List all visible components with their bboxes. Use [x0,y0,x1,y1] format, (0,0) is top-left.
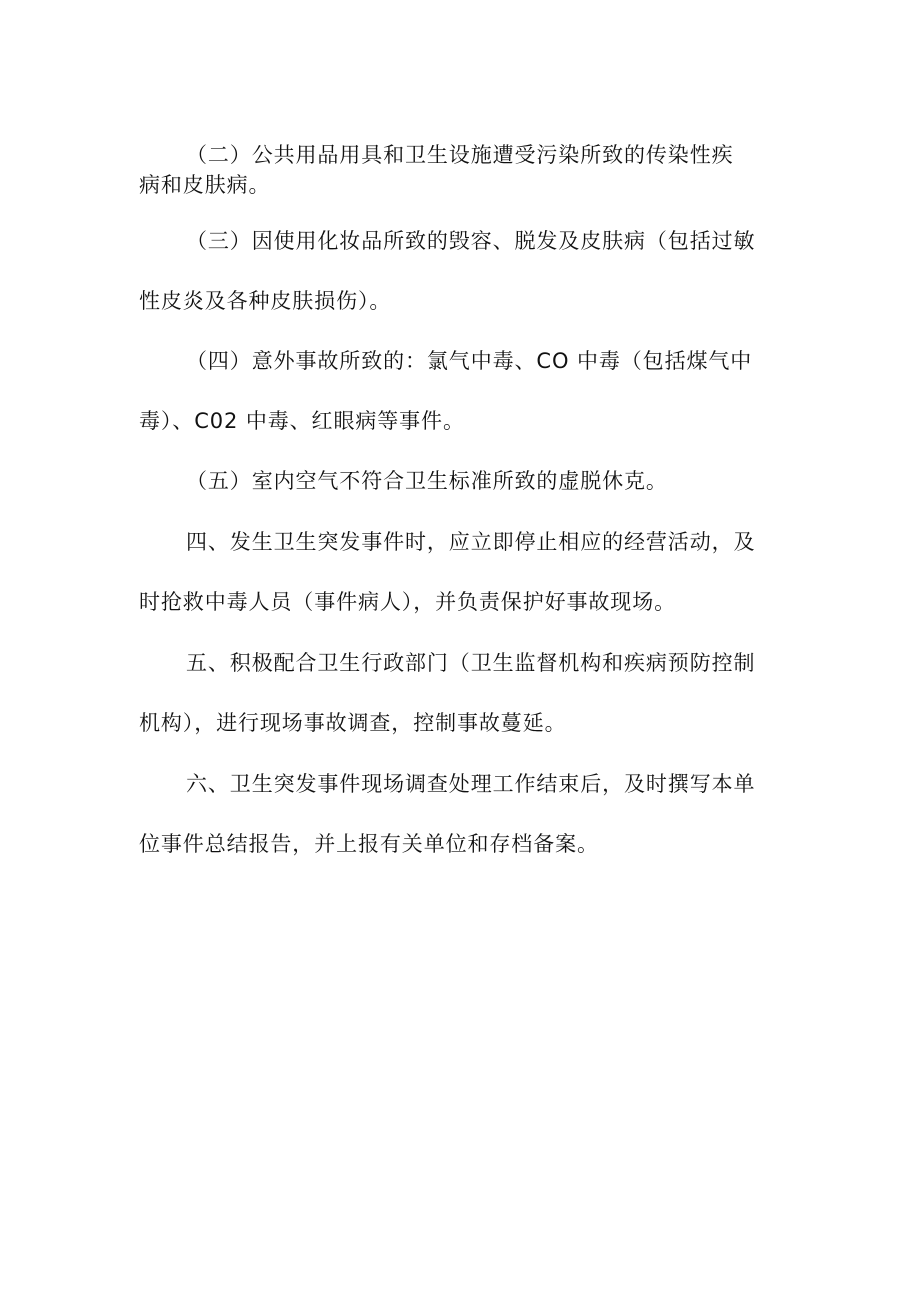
paragraph-4-line-1: （四）意外事故所致的：氯气中毒、CO 中毒（包括煤气中 [186,349,753,373]
paragraph-5-line-1: （五）室内空气不符合卫生标准所致的虚脱休克。 [186,469,668,493]
item-4-line-1: 四、发生卫生突发事件时，应立即停止相应的经营活动，及 [186,530,756,554]
item-4-line-2: 时抢救中毒人员（事件病人），并负责保护好事故现场。 [139,590,676,614]
paragraph-3-line-1: （三）因使用化妆品所致的毁容、脱发及皮肤病（包括过敏 [186,229,756,253]
paragraph-4-line-2: 毒）、C02 中毒、红眼病等事件。 [139,409,465,433]
paragraph-2-line-1: （二）公共用品用具和卫生设施遭受污染所致的传染性疾 [186,143,734,167]
paragraph-3-line-2: 性皮炎及各种皮肤损伤）。 [139,289,392,313]
item-6-line-2: 位事件总结报告，并上报有关单位和存档备案。 [139,832,599,856]
item-5-line-1: 五、积极配合卫生行政部门（卫生监督机构和疾病预防控制 [186,651,756,675]
item-5-line-2: 机构），进行现场事故调查，控制事故蔓延。 [139,711,567,735]
item-6-line-1: 六、卫生突发事件现场调查处理工作结束后，及时撰写本单 [186,772,756,796]
paragraph-2-line-2: 病和皮肤病。 [139,173,271,197]
